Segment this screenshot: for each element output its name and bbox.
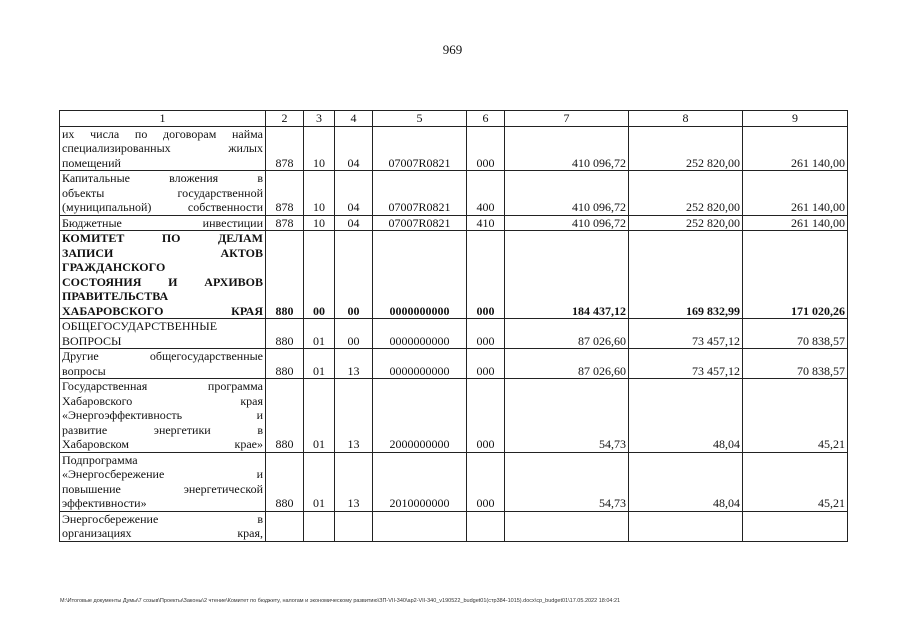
header-cell: 8	[629, 111, 743, 127]
table-row	[60, 349, 848, 379]
cell-c8: 48,04	[629, 379, 743, 453]
cell-c3: 10	[304, 126, 335, 171]
cell-c9: 261 140,00	[743, 215, 848, 231]
cell-c9	[743, 511, 848, 541]
cell-c7	[505, 511, 629, 541]
cell-c3: 01	[304, 349, 335, 379]
row-name-line: Капитальные вложения в	[62, 171, 263, 185]
cell-c2: 880	[266, 231, 304, 319]
cell-c3: 01	[304, 379, 335, 453]
row-name-cell	[60, 319, 266, 349]
cell-c6: 410	[467, 215, 505, 231]
cell-c7: 54,73	[505, 452, 629, 511]
row-name-cell	[60, 349, 266, 379]
cell-c5: 0000000000	[373, 319, 467, 349]
cell-c7: 87 026,60	[505, 349, 629, 379]
cell-c7: 184 437,12	[505, 231, 629, 319]
cell-c6: 000	[467, 349, 505, 379]
row-name-line: «Энергосбережение и	[62, 467, 263, 481]
cell-c9: 171 020,26	[743, 231, 848, 319]
cell-c8: 73 457,12	[629, 319, 743, 349]
row-name-line: ПРАВИТЕЛЬСТВА	[62, 289, 169, 303]
row-name-line: развитие энергетики в	[62, 422, 263, 437]
cell-c8: 252 820,00	[629, 126, 743, 171]
cell-c5	[373, 511, 467, 541]
cell-c5: 0000000000	[373, 231, 467, 319]
row-name-line: Другие общегосударственные	[62, 349, 263, 363]
file-path-footer: M:\Итоговые документы Думы\7 созыв\Проекты\Законы\2 чтение\Комитет по бюджету, налогам и экономическому развитию\ЗП-VII-340\ap2-VII-340_v190522_budget01(стр384-1015).docx\cp_budget01\17.05.2022 18:04:21	[60, 598, 621, 604]
cell-c6	[467, 511, 505, 541]
row-name-line: ЗАПИСИ АКТОВ	[62, 245, 263, 260]
cell-c6: 000	[467, 379, 505, 453]
cell-c4	[335, 511, 373, 541]
header-cell: 6	[467, 111, 505, 127]
cell-c6: 000	[467, 231, 505, 319]
cell-c7: 54,73	[505, 379, 629, 453]
header-cell: 1	[60, 111, 266, 127]
row-name-line: Хабаровского края	[62, 393, 263, 408]
cell-c3: 01	[304, 319, 335, 349]
row-name-line: организациях края,	[62, 526, 263, 540]
cell-c5: 07007R0821	[373, 126, 467, 171]
cell-c6: 000	[467, 126, 505, 171]
cell-c4: 00	[335, 231, 373, 319]
cell-c9: 45,21	[743, 452, 848, 511]
table-row	[60, 231, 848, 319]
cell-c7: 410 096,72	[505, 171, 629, 216]
cell-c3: 10	[304, 215, 335, 231]
table-body	[60, 111, 848, 542]
cell-c8: 48,04	[629, 452, 743, 511]
row-name-line: Хабаровском крае»	[62, 437, 263, 451]
cell-c2: 878	[266, 171, 304, 216]
budget-table	[59, 110, 848, 542]
row-name-line: СОСТОЯНИЯ И АРХИВОВ	[62, 274, 263, 289]
cell-c4: 04	[335, 215, 373, 231]
cell-c2: 878	[266, 215, 304, 231]
cell-c2: 880	[266, 349, 304, 379]
cell-c3	[304, 511, 335, 541]
cell-c9: 261 140,00	[743, 171, 848, 216]
cell-c9: 45,21	[743, 379, 848, 453]
header-cell: 5	[373, 111, 467, 127]
cell-c4: 13	[335, 452, 373, 511]
cell-c4: 13	[335, 349, 373, 379]
table-row	[60, 126, 848, 171]
row-name-line: (муниципальной) собственности	[62, 200, 263, 214]
row-name-cell	[60, 231, 266, 319]
row-name-line: ХАБАРОВСКОГО КРАЯ	[62, 303, 263, 318]
table-row	[60, 215, 848, 231]
row-name-line: «Энергоэффективность и	[62, 408, 263, 422]
cell-c4: 00	[335, 319, 373, 349]
cell-c5: 07007R0821	[373, 171, 467, 216]
row-name-cell	[60, 511, 266, 541]
cell-c6: 400	[467, 171, 505, 216]
header-cell: 4	[335, 111, 373, 127]
row-name-line: Энергосбережение в	[62, 511, 263, 526]
row-name-line: помещений	[62, 155, 121, 170]
cell-c4: 04	[335, 171, 373, 216]
row-name-cell	[60, 379, 266, 453]
cell-c2: 880	[266, 452, 304, 511]
row-name-line: объекты государственной	[62, 185, 263, 200]
cell-c5: 07007R0821	[373, 215, 467, 231]
cell-c3: 10	[304, 171, 335, 216]
row-name-cell	[60, 215, 266, 231]
cell-c6: 000	[467, 319, 505, 349]
header-cell: 2	[266, 111, 304, 127]
cell-c5: 2000000000	[373, 379, 467, 453]
row-name-line: ГРАЖДАНСКОГО	[62, 260, 166, 274]
cell-c9: 70 838,57	[743, 319, 848, 349]
row-name-line: ОБЩЕГОСУДАРСТВЕННЫЕ	[62, 319, 218, 333]
row-name-line: КОМИТЕТ ПО ДЕЛАМ	[62, 231, 263, 245]
row-name-line: эффективности»	[62, 496, 147, 510]
cell-c7: 87 026,60	[505, 319, 629, 349]
cell-c4: 13	[335, 379, 373, 453]
row-name-cell	[60, 171, 266, 216]
table-row	[60, 379, 848, 453]
cell-c4: 04	[335, 126, 373, 171]
cell-c2: 880	[266, 379, 304, 453]
cell-c8	[629, 511, 743, 541]
table-row	[60, 511, 848, 541]
cell-c5: 0000000000	[373, 349, 467, 379]
row-name-line: Подпрограмма	[62, 452, 138, 467]
header-row	[60, 111, 848, 127]
header-cell: 9	[743, 111, 848, 127]
cell-c5: 2010000000	[373, 452, 467, 511]
cell-c9: 70 838,57	[743, 349, 848, 379]
cell-c2: 878	[266, 126, 304, 171]
cell-c3: 01	[304, 452, 335, 511]
cell-c6: 000	[467, 452, 505, 511]
row-name-line: повышение энергетической	[62, 481, 263, 496]
cell-c2: 880	[266, 319, 304, 349]
row-name-line: специализированных жилых	[62, 141, 263, 155]
page-number: 969	[442, 42, 463, 57]
header-cell: 7	[505, 111, 629, 127]
row-name-cell	[60, 126, 266, 171]
cell-c8: 252 820,00	[629, 171, 743, 216]
row-name-line: Государственная программа	[62, 379, 263, 393]
row-name-line: ВОПРОСЫ	[62, 333, 122, 348]
cell-c8: 252 820,00	[629, 215, 743, 231]
row-name-cell	[60, 452, 266, 511]
cell-c9: 261 140,00	[743, 126, 848, 171]
cell-c2	[266, 511, 304, 541]
header-cell: 3	[304, 111, 335, 127]
cell-c7: 410 096,72	[505, 215, 629, 231]
table-row	[60, 171, 848, 216]
row-name-line: их числа по договорам найма	[62, 126, 263, 141]
table-row	[60, 319, 848, 349]
cell-c7: 410 096,72	[505, 126, 629, 171]
row-name-line: Бюджетные инвестиции	[62, 215, 263, 230]
row-name-line: вопросы	[62, 363, 106, 378]
table-row	[60, 452, 848, 511]
cell-c3: 00	[304, 231, 335, 319]
cell-c8: 169 832,99	[629, 231, 743, 319]
cell-c8: 73 457,12	[629, 349, 743, 379]
